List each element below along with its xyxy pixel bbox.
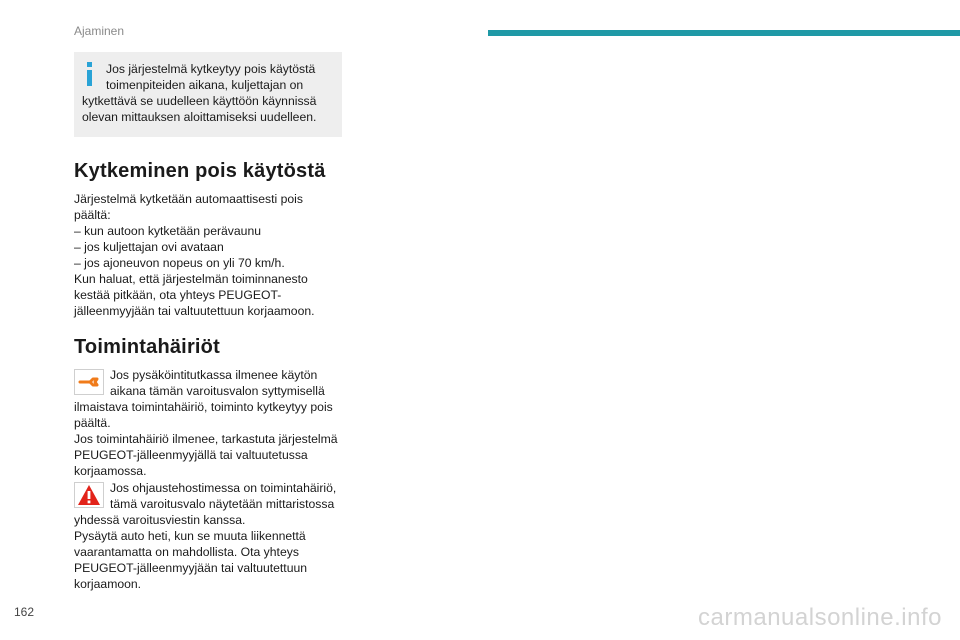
- info-icon-dot: [87, 62, 92, 67]
- text-line: Järjestelmä kytketään automaattisesti pois: [74, 192, 303, 206]
- warning-triangle-icon: [74, 482, 104, 508]
- text-line: Jos toimintahäiriö ilmenee, tarkastuta järjestelmä: [74, 432, 338, 446]
- text-line: Pysäytä auto heti, kun se muuta liikennettä: [74, 529, 306, 543]
- text-line: korjaamoon.: [74, 577, 142, 591]
- list-item: – kun autoon kytketään perävaunu: [74, 224, 262, 238]
- info-note-line: kytkettävä se uudelleen käyttöön käynnissä: [82, 94, 317, 108]
- text-line: Jos pysäköintitutkassa ilmenee käytön: [110, 368, 318, 382]
- info-note-box: [74, 52, 342, 137]
- page-number: 162: [14, 605, 35, 619]
- text-line: kestää pitkään, ota yhteys PEUGEOT-: [74, 288, 282, 302]
- info-note-line: Jos järjestelmä kytkeytyy pois käytöstä: [106, 62, 316, 76]
- alert-warning-block: [74, 480, 342, 592]
- content-column: [74, 52, 342, 592]
- text-line: aikana tämän varoitusvalon syttymisellä: [110, 384, 325, 398]
- text-line: PEUGEOT-jälleenmyyjään tai valtuutettuun: [74, 561, 308, 575]
- wrench-warning-block: [74, 367, 342, 479]
- wrench-icon: [74, 369, 104, 395]
- text-line: Jos ohjaustehostimessa on toimintahäiriö,: [110, 481, 337, 495]
- text-line: vaarantamatta on mahdollista. Ota yhteys: [74, 545, 299, 559]
- text-line: korjaamossa.: [74, 464, 147, 478]
- malfunctions-heading: Toimintahäiriöt: [74, 336, 220, 358]
- text-line: jälleenmyyjään tai valtuutettuun korjaamoon.: [74, 304, 315, 318]
- info-icon: [82, 61, 100, 91]
- accent-bar: [488, 30, 960, 36]
- text-line: PEUGEOT-jälleenmyyjällä tai valtuutetussa: [74, 448, 308, 462]
- list-item: – jos kuljettajan ovi avataan: [74, 240, 224, 254]
- info-note-line: toimenpiteiden aikana, kuljettajan on: [106, 78, 304, 92]
- text-line: päältä.: [74, 416, 111, 430]
- text-line: Kun haluat, että järjestelmän toiminnanesto: [74, 272, 308, 286]
- text-line: yhdessä varoitusviestin kanssa.: [74, 513, 246, 527]
- text-line: päältä:: [74, 208, 111, 222]
- text-line: ilmaistava toimintahäiriö, toiminto kytkeytyy pois: [74, 400, 333, 414]
- text-line: tämä varoitusvalo näytetään mittaristossa: [110, 497, 335, 511]
- deactivation-heading: Kytkeminen pois käytöstä: [74, 160, 326, 182]
- deactivation-text: [74, 191, 342, 319]
- list-item: – jos ajoneuvon nopeus on yli 70 km/h.: [74, 256, 285, 270]
- info-icon-stem: [87, 70, 92, 86]
- info-note-line: olevan mittauksen aloittamiseksi uudelleen.: [82, 110, 317, 124]
- section-label: Ajaminen: [74, 24, 125, 38]
- watermark: carmanualsonline.info: [698, 604, 942, 631]
